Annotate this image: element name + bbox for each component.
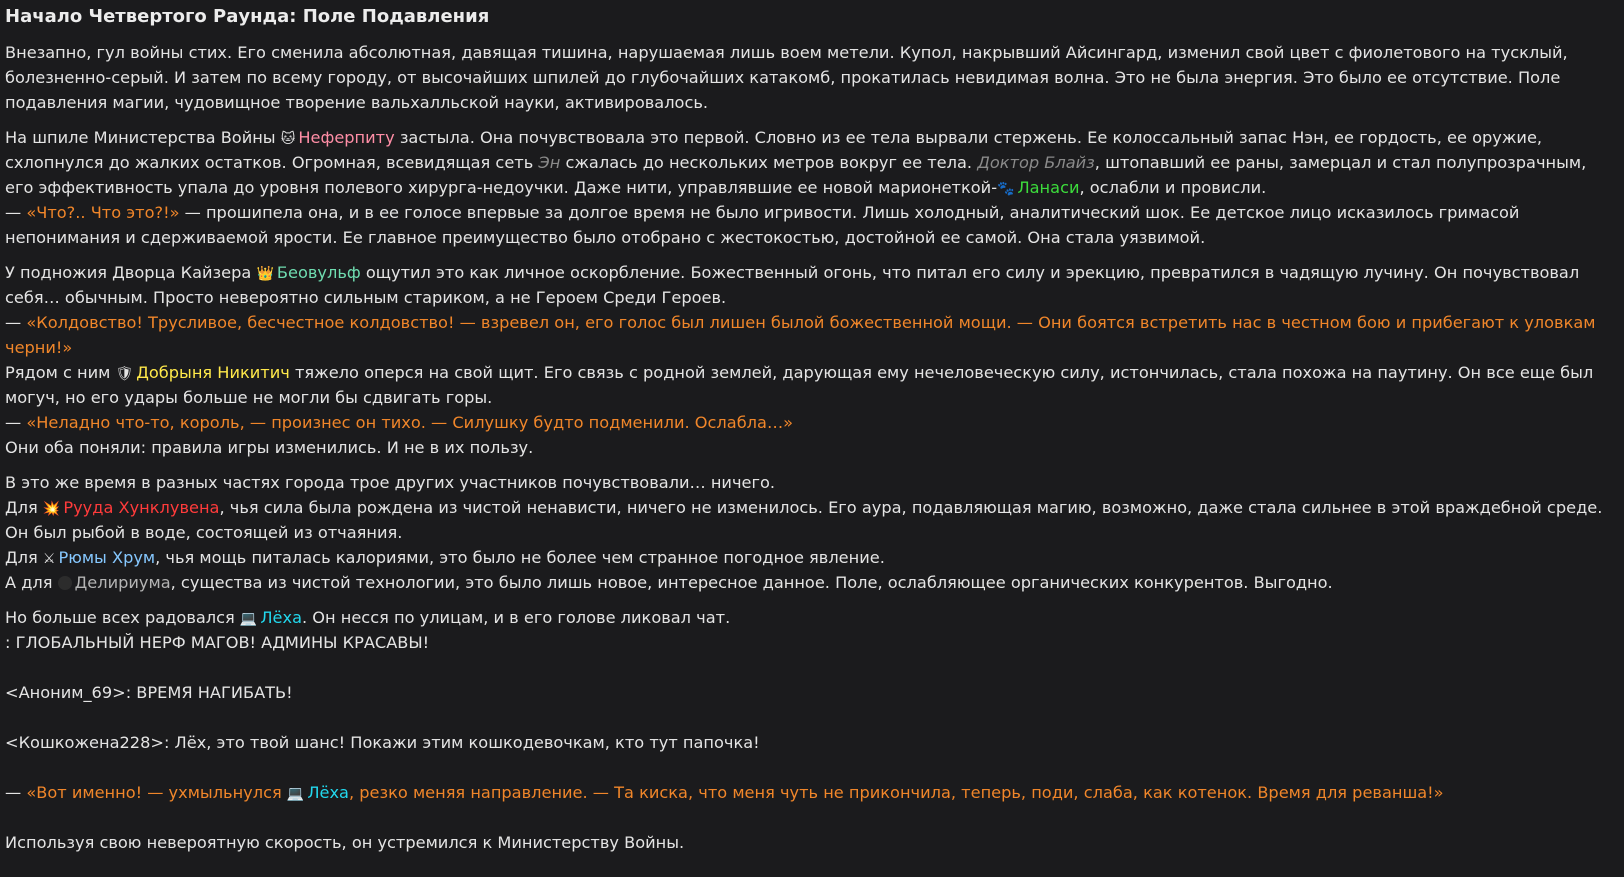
spacer xyxy=(5,655,1618,680)
character-ryuma: Рюмы Хрум xyxy=(58,548,156,567)
text-segment: ощутил это как личное оскорбление. Божественный огонь, что питал его силу и эрекцию, превратился в чадящую лучину. Он почувствовал себя… обычным. Просто невероятно сильным стариком, а не Героем Среди Героев. xyxy=(5,263,1580,307)
speech-lekha-end: , резко меняя направление. — Та киска, что меня чуть не прикончила, теперь, поди, слаба, как котенок. Время для реванша!» xyxy=(348,783,1444,802)
speech-dobrynya: «Неладно что-то, король, — произнес он тихо. — Силушку будто подменили. Ослабла…» xyxy=(26,413,794,432)
chat-message: <Кошкожена228>: Лёх, это твой шанс! Покажи этим кошкодевочкам, кто тут папочка! xyxy=(5,733,760,752)
text-segment: Рядом с ним xyxy=(5,363,116,382)
text-segment: сжалась до нескольких метров вокруг ее тела. xyxy=(560,153,978,172)
character-lanasi: Ланаси xyxy=(1017,178,1080,197)
dash: — xyxy=(5,783,27,802)
character-neferpitou: Неферпиту xyxy=(298,128,395,147)
chat-message: <Аноним_69>: ВРЕМЯ НАГИБАТЬ! xyxy=(5,683,293,702)
cat-icon: 🐱 xyxy=(280,131,296,147)
character-beowulf: Беовульф xyxy=(276,263,361,282)
text-segment: , штопавший ее раны, замерцал и стал полупрозрачным, его эффективность упала до уровня полевого хирурга-недоучки. Даже нити, управлявшие ее новой марионеткой- xyxy=(5,153,1587,197)
dash: — xyxy=(5,203,27,222)
text-segment: У подножия Дворца Кайзера xyxy=(5,263,257,282)
text-segment: , чья сила была рождена из чистой ненависти, ничего не изменилось. Его аура, подавляющая магию, возможно, даже стала сильнее в этой враждебной среде. Он был рыбой в воде, состоящей из отчаяния. xyxy=(5,498,1603,542)
text-segment: Для xyxy=(5,498,43,517)
paragraph-others xyxy=(5,470,1618,595)
paragraph-beowulf xyxy=(5,260,1618,460)
character-ruud: Рууда Хунклувена xyxy=(63,498,220,517)
dialogue-line xyxy=(5,780,1618,805)
text-segment: Но больше всех радовался xyxy=(5,608,240,627)
text-segment: . Он несся по улицам, и в его голове ликовал чат. xyxy=(302,608,731,627)
text-line xyxy=(5,360,1618,410)
dash: — xyxy=(5,313,27,332)
dash: — xyxy=(5,413,27,432)
crossed-swords-icon: ⚔ xyxy=(42,551,56,567)
character-lekha: Лёха xyxy=(307,783,349,802)
paragraph-intro: Внезапно, гул войны стих. Его сменила абсолютная, давящая тишина, нарушаемая лишь воем метели. Купол, накрывший Айсингард, изменил свой цвет с фиолетового на тусклый, болезненно-серый. И затем по всему городу, от высочайших шпилей до глубочайших катакомб, прокатилась невидимая волна. Это не была энергия. Это было ее отсутствие. Поле подавления магии, чудовищное творение вальхалльской науки, активировалось. xyxy=(5,43,1568,112)
text-segment: , чья мощь питалась калориями, это было не более чем странное погодное явление. xyxy=(155,548,885,567)
speech-lekha-start: «Вот именно! — ухмыльнулся xyxy=(26,783,287,802)
text-line: Используя свою невероятную скорость, он устремился к Министерству Войны. xyxy=(5,833,685,852)
term-en: Эн xyxy=(538,153,561,172)
paragraph-neferpitou xyxy=(5,125,1618,250)
chat-message: : ГЛОБАЛЬНЫЙ НЕРФ МАГОВ! АДМИНЫ КРАСАВЫ! xyxy=(5,633,430,652)
explosion-icon: 💥 xyxy=(42,501,61,517)
text-line xyxy=(5,570,1618,595)
shield-icon: 🛡 xyxy=(115,366,134,382)
text-segment: , ослабли и провисли. xyxy=(1079,178,1267,197)
text-segment: тяжело оперся на свой щит. Его связь с родной землей, дарующая ему нечеловеческую силу, истончилась, стала похожа на паутину. Он все еще был могуч, но его удары больше не могли бы сдвигать горы. xyxy=(5,363,1594,407)
character-lekha: Лёха xyxy=(260,608,302,627)
paw-icon: 🐾 xyxy=(997,181,1015,197)
text-line xyxy=(5,605,1618,630)
text-line xyxy=(5,545,1618,570)
laptop-icon: 💻 xyxy=(286,786,305,802)
chapter-title: Начало Четвертого Раунда: Поле Подавления xyxy=(5,6,490,27)
paragraph-lekha xyxy=(5,605,1618,855)
speech-neferpitou: «Что?.. Что это?!» xyxy=(26,203,180,222)
dialogue-line xyxy=(5,200,1618,250)
dialogue-line xyxy=(5,310,1618,360)
character-dobrynya: Добрыня Никитич xyxy=(136,363,290,382)
spacer xyxy=(5,705,1618,730)
spacer xyxy=(5,755,1618,780)
text-segment: А для xyxy=(5,573,58,592)
dark-circle-icon xyxy=(58,576,72,590)
spacer xyxy=(5,805,1618,830)
character-delirium: Делириума xyxy=(74,573,171,592)
text-segment: Для xyxy=(5,548,43,567)
text-segment: На шпиле Министерства Войны xyxy=(5,128,281,147)
text-segment: , существа из чистой технологии, это было лишь новое, интересное данное. Поле, ослабляющее органических конкурентов. Выгодно. xyxy=(170,573,1333,592)
text-segment: — прошипела она, и в ее голосе впервые за долгое время не было игривости. Лишь холодный, аналитический шок. Ее детское лицо исказилось гримасой непонимания и сдерживаемой ярости. Ее главное преимущество было отобрано с жестокостью, достойной ее самой. Она стала уязвимой. xyxy=(5,203,1520,247)
dialogue-line xyxy=(5,410,1618,435)
character-doctor-blythe: Доктор Блайз xyxy=(977,153,1095,172)
laptop-icon: 💻 xyxy=(239,611,258,627)
text-segment: застыла. Она почувствовала это первой. Словно из ее тела вырвали стержень. Ее колоссальный запас Нэн, ее гордость, ее оружие, схлопнулся до жалких остатков. Огромная, всевидящая сеть xyxy=(5,128,1543,172)
text-line: Они оба поняли: правила игры изменились. И не в их пользу. xyxy=(5,438,534,457)
text-line: В это же время в разных частях города трое других участников почувствовали… ничего. xyxy=(5,473,776,492)
speech-beowulf: «Колдовство! Трусливое, бесчестное колдовство! — взревел он, его голос был лишен былой божественной мощи. — Они боятся встретить нас в честном бою и прибегают к уловкам черни!» xyxy=(5,313,1596,357)
crown-icon: 👑 xyxy=(256,266,274,282)
text-line xyxy=(5,495,1618,545)
